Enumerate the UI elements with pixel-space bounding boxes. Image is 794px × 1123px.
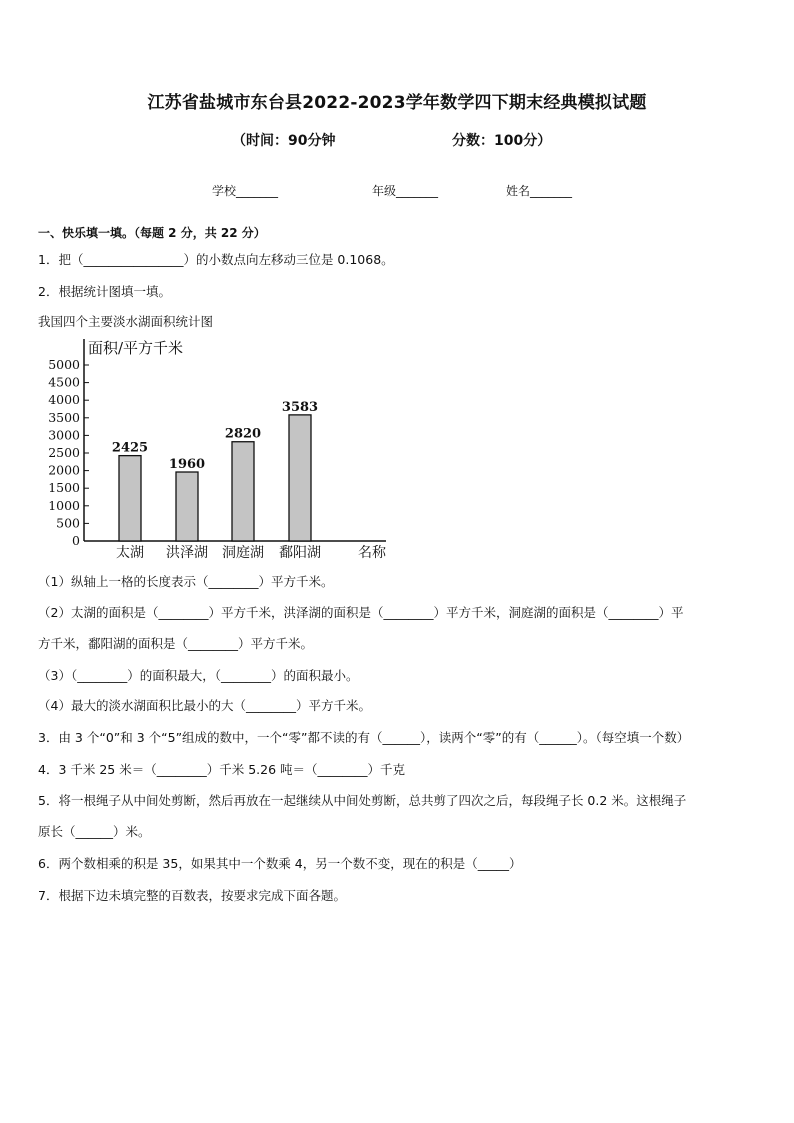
bar-鄱阳湖 <box>289 415 311 541</box>
grade-field: 年级_______ <box>372 184 439 198</box>
y-tick-label: 0 <box>72 533 80 548</box>
y-tick-label: 5000 <box>48 357 80 372</box>
question-2: 2．根据统计图填一填。 <box>38 284 171 299</box>
question-2-2-cont: 方千米，鄱阳湖的面积是（________）平方千米。 <box>38 636 314 651</box>
y-tick-label: 2500 <box>48 445 80 460</box>
y-tick-label: 1500 <box>48 480 80 496</box>
exam-score: 分数：100分） <box>452 133 552 149</box>
section-heading: 一、快乐填一填。（每题 2 分，共 22 分） <box>38 226 266 240</box>
question-6: 6．两个数相乘的积是 35，如果其中一个数乘 4，另一个数不变，现在的积是（_____） <box>38 856 522 871</box>
bar-洪泽湖 <box>176 472 198 541</box>
bar-value-label: 2820 <box>224 426 262 442</box>
question-4: 4．3 千米 25 米＝（________）千米 5.26 吨＝（________）千克 <box>38 762 406 777</box>
question-2-1: （1）纵轴上一格的长度表示（________）平方千米。 <box>38 574 334 589</box>
y-tick-label: 4500 <box>48 374 80 390</box>
y-tick-label: 500 <box>56 515 80 531</box>
x-category-label: 太湖 <box>116 545 144 561</box>
question-3: 3．由 3 个“0”和 3 个“5”组成的数中，一个“零”都不读的有（______），读两个“零”的有（______）。（每空填一个数） <box>38 730 690 745</box>
y-tick-label: 2000 <box>48 462 80 478</box>
question-5: 5．将一根绳子从中间处剪断，然后再放在一起继续从中间处剪断，总共剪了四次之后，每段绳子长 0.2 米。这根绳子 <box>38 793 687 808</box>
x-category-label: 洪泽湖 <box>166 545 208 561</box>
page-title: 江苏省盐城市东台县2022-2023学年数学四下期末经典模拟试题 <box>147 93 647 113</box>
question-7: 7．根据下边未填完整的百数表，按要求完成下面各题。 <box>38 888 346 903</box>
question-2-4: （4）最大的淡水湖面积比最小的大（________）平方千米。 <box>38 698 371 713</box>
x-category-label: 鄱阳湖 <box>279 545 321 561</box>
name-field: 姓名_______ <box>506 184 573 198</box>
bar-value-label: 1960 <box>168 457 206 473</box>
school-field: 学校_______ <box>212 184 279 198</box>
y-axis-label: 面积/平方千米 <box>88 339 184 357</box>
question-1: 1．把（________________）的小数点向左移动三位是 0.1068。 <box>38 252 394 267</box>
y-tick-label: 3000 <box>48 427 80 443</box>
x-category-label: 洞庭湖 <box>222 545 264 561</box>
exam-time: （时间：90分钟 <box>232 133 336 149</box>
bar-太湖 <box>119 456 141 541</box>
question-2-2: （2）太湖的面积是（________）平方千米，洪泽湖的面积是（________）平方千米，洞庭湖的面积是（________）平 <box>38 605 684 620</box>
question-5-cont: 原长（______）米。 <box>38 824 151 839</box>
chart-caption: 我国四个主要淡水湖面积统计图 <box>38 314 214 329</box>
y-tick-label: 4000 <box>48 392 80 408</box>
bar-chart <box>36 335 416 567</box>
bar-value-label: 2425 <box>111 440 149 456</box>
question-2-3: （3）（________）的面积最大，（________）的面积最小。 <box>38 668 359 683</box>
bar-洞庭湖 <box>232 442 254 541</box>
x-axis-label: 名称 <box>358 545 386 561</box>
bar-value-label: 3583 <box>281 399 319 415</box>
y-tick-label: 3500 <box>48 409 80 425</box>
y-tick-label: 1000 <box>48 497 80 513</box>
